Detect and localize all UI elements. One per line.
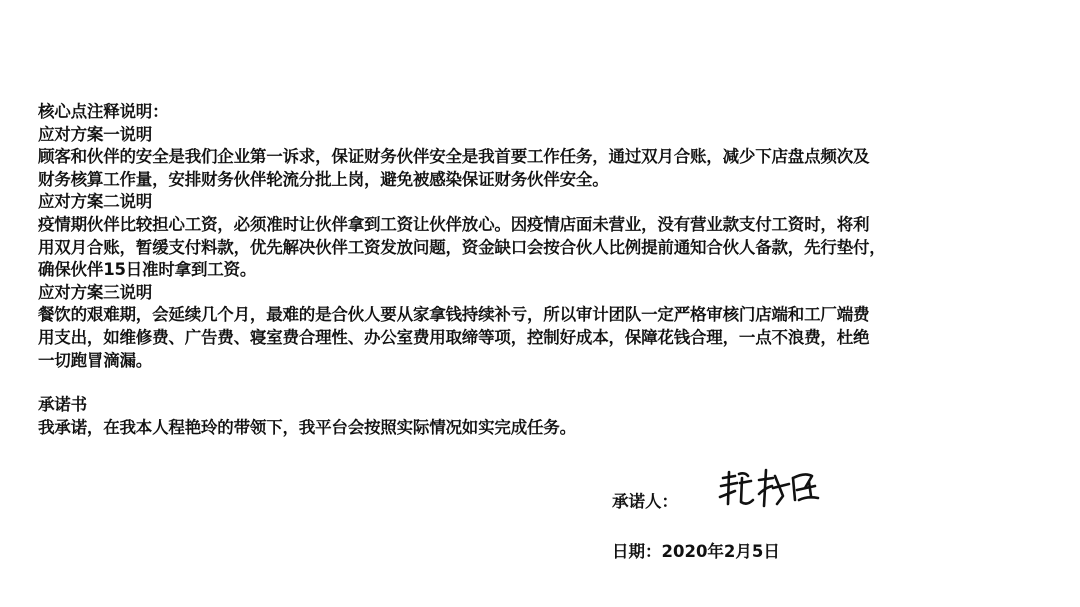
handwritten-signature — [715, 466, 830, 514]
document-body — [38, 101, 1053, 439]
section-3-line-2: 用支出，如维修费、广告费、寝室费合理性、办公室费用取缔等项，控制好成本，保障花钱合理，一点不浪费，杜绝 — [38, 327, 870, 347]
section-2-title: 应对方案二说明 — [38, 192, 153, 212]
section-2-line-1: 疫情期伙伴比较担心工资，必须准时让伙伴拿到工资让伙伴放心。因疫情店面未营业，没有营业款支付工资时，将利 — [38, 214, 870, 234]
date-line: 日期：2020年2月5日 — [612, 542, 780, 561]
section-1-line-1: 顾客和伙伴的安全是我们企业第一诉求，保证财务伙伴安全是我首要工作任务，通过双月合账，减少下店盘点频次及 — [38, 147, 870, 167]
section-1-line-2: 财务核算工作量，安排财务伙伴轮流分批上岗，避免被感染保证财务伙伴安全。 — [38, 169, 609, 189]
section-1-title: 应对方案一说明 — [38, 124, 153, 144]
pledge-text: 我承诺，在我本人程艳玲的带领下，我平台会按照实际情况如实完成任务。 — [38, 417, 576, 437]
pledge-title: 承诺书 — [38, 395, 87, 415]
section-3-title: 应对方案三说明 — [38, 282, 153, 302]
section-3-line-3: 一切跑冒滴漏。 — [38, 350, 153, 370]
section-2-line-2: 用双月合账，暂缓支付料款，优先解决伙伴工资发放问题，资金缺口会按合伙人比例提前通知合伙人备款，先行垫付， — [38, 237, 886, 257]
signer-label: 承诺人： — [612, 492, 678, 511]
document-heading: 核心点注释说明： — [38, 102, 169, 121]
section-spacer — [38, 372, 1053, 394]
section-3-line-1: 餐饮的艰难期，会延续几个月，最难的是合伙人要从家拿钱持续补亏，所以审计团队一定严格审核门店端和工厂端费 — [38, 305, 870, 325]
section-2-line-3: 确保伙伴15日准时拿到工资。 — [38, 260, 257, 280]
